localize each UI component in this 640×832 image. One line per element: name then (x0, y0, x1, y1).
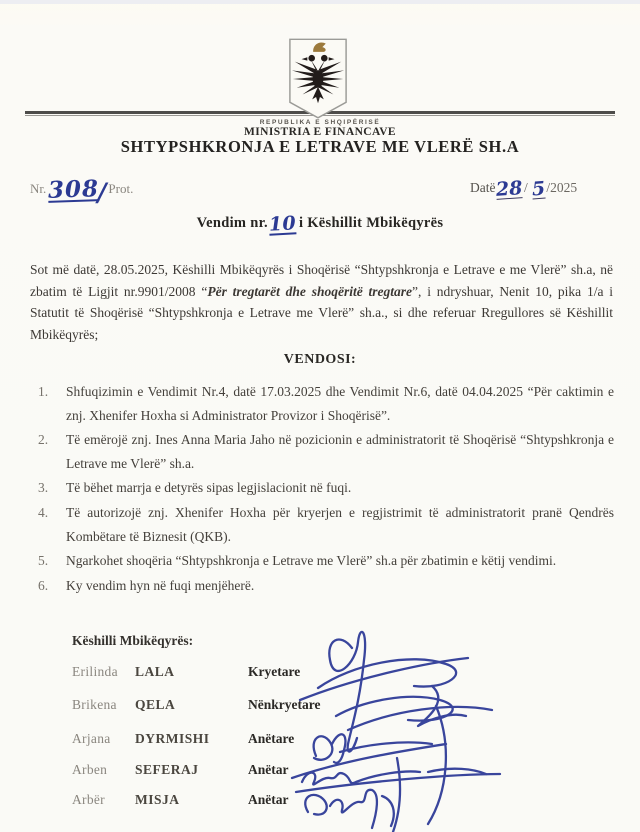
signatory-row (72, 762, 472, 784)
signatory-row (72, 697, 472, 719)
item-number: 1. (38, 384, 49, 399)
signatory-row (72, 792, 472, 814)
signatory-first-name: Arbër (72, 792, 105, 807)
intro-text-1: Sot më datë, 28.05.2025, Këshilli Mbikëqyrës i Shoqërisë “Shtypshkronja e Letrave e me Vlerë” sh.a, në zbatim të Ligjit nr.9901/2008 “ (30, 262, 613, 299)
date-field (470, 177, 578, 201)
item-number: 2. (38, 432, 49, 448)
date-separator: / (523, 180, 528, 195)
list-item (30, 428, 614, 475)
protocol-number (30, 175, 134, 207)
intro-paragraph (30, 259, 613, 345)
document-title (0, 212, 640, 236)
signatory-row (72, 664, 472, 686)
signatory-first-name: Erilinda (72, 664, 118, 679)
decision-heading: VENDOSI: (283, 352, 357, 367)
protocol-number-handwritten: 308 (47, 175, 100, 204)
date-year: /2025 (546, 180, 578, 195)
signatory-role: Anëtar (248, 792, 289, 807)
signatory-role: Kryetare (248, 664, 301, 679)
item-number: 6. (38, 577, 49, 593)
item-text: Të bëhet marrja e detyrës sipas legjislacionit në fuqi. (66, 480, 352, 496)
decision-number-handwritten: 10 (268, 212, 297, 236)
signatory-role: Nënkryetare (248, 697, 321, 712)
signatory-last-name: QELA (135, 697, 176, 712)
albanian-eagle-icon (287, 38, 349, 122)
ministry-line: MINISTRIA E FINANCAVE (244, 126, 396, 138)
protocol-slash-handwritten: / (97, 178, 107, 207)
item-number: 3. (38, 480, 49, 496)
signatory-last-name: SEFERAJ (135, 762, 199, 777)
signatory-last-name: MISJA (135, 792, 180, 807)
date-label: Datë (470, 180, 496, 195)
company-name: SHTYPSHKRONJA E LETRAVE ME VLERË SH.A (120, 137, 520, 156)
date-month-handwritten: 5 (531, 177, 546, 201)
list-item (30, 380, 614, 427)
list-item (30, 574, 614, 598)
republic-line: REPUBLIKA E SHQIPËRISË (259, 119, 381, 126)
signatory-last-name: DYRMISHI (135, 731, 210, 746)
signatory-role: Anëtare (248, 731, 295, 746)
item-text: Ngarkohet shoqëria “Shtypshkronja e Letrave me Vlerë” sh.a për zbatimin e këtij vendimi. (66, 553, 557, 569)
screen-top-bar (0, 0, 640, 4)
coat-of-arms (287, 38, 349, 122)
list-item (30, 476, 614, 500)
item-text: Të autorizojë znj. Xhenifer Hoxha për kryerjen e regjistrimit të administratorit pranë Qendrës Kombëtare të Biznesit (QKB). (66, 504, 614, 544)
title-prefix: Vendim nr. (196, 215, 268, 231)
item-number: 4. (38, 504, 49, 520)
title-suffix: i Këshillit Mbikëqyrës (298, 215, 444, 231)
protocol-row (0, 172, 640, 212)
intro-law-title-italic: Për tregtarët dhe shoqëritë tregtare (207, 283, 413, 299)
item-text: Shfuqizimin e Vendimit Nr.4, datë 17.03.2025 dhe Vendimit Nr.6, datë 04.04.2025 “Për caktimin e znj. Xhenifer Hoxha si Administrator Provizor i Shoqërisë”. (66, 384, 614, 423)
intro-text-2: ”, i ndryshuar, Nenit 10, pika 1/a i Statutit të Shoqërisë “Shtypshkronja e Letrave me Vlerë” sh.a., si dhe referuar Rregullores së Këshillit Mbikëqyrës; (30, 283, 613, 342)
item-text: Ky vendim hyn në fuqi menjëherë. (66, 577, 255, 593)
signatory-last-name: LALA (135, 664, 175, 679)
signatory-first-name: Arjana (72, 731, 111, 746)
signatories-heading: Këshilli Mbikëqyrës: (72, 633, 194, 648)
list-item (30, 501, 614, 548)
item-number: 5. (38, 553, 49, 569)
signatory-row (72, 731, 472, 753)
list-item (30, 549, 614, 573)
signatory-first-name: Brikena (72, 697, 117, 712)
decision-list (30, 380, 614, 598)
signatory-first-name: Arben (72, 762, 108, 777)
nr-label: Nr. (30, 181, 47, 196)
item-text: Të emërojë znj. Ines Anna Maria Jaho në pozicionin e administratorit të Shoqërisë “Shtypshkronja e Letrave me Vlerë” sh.a. (66, 432, 614, 471)
prot-label: Prot. (108, 181, 134, 196)
date-day-handwritten: 28 (495, 177, 524, 201)
signatory-role: Anëtar (248, 762, 289, 777)
